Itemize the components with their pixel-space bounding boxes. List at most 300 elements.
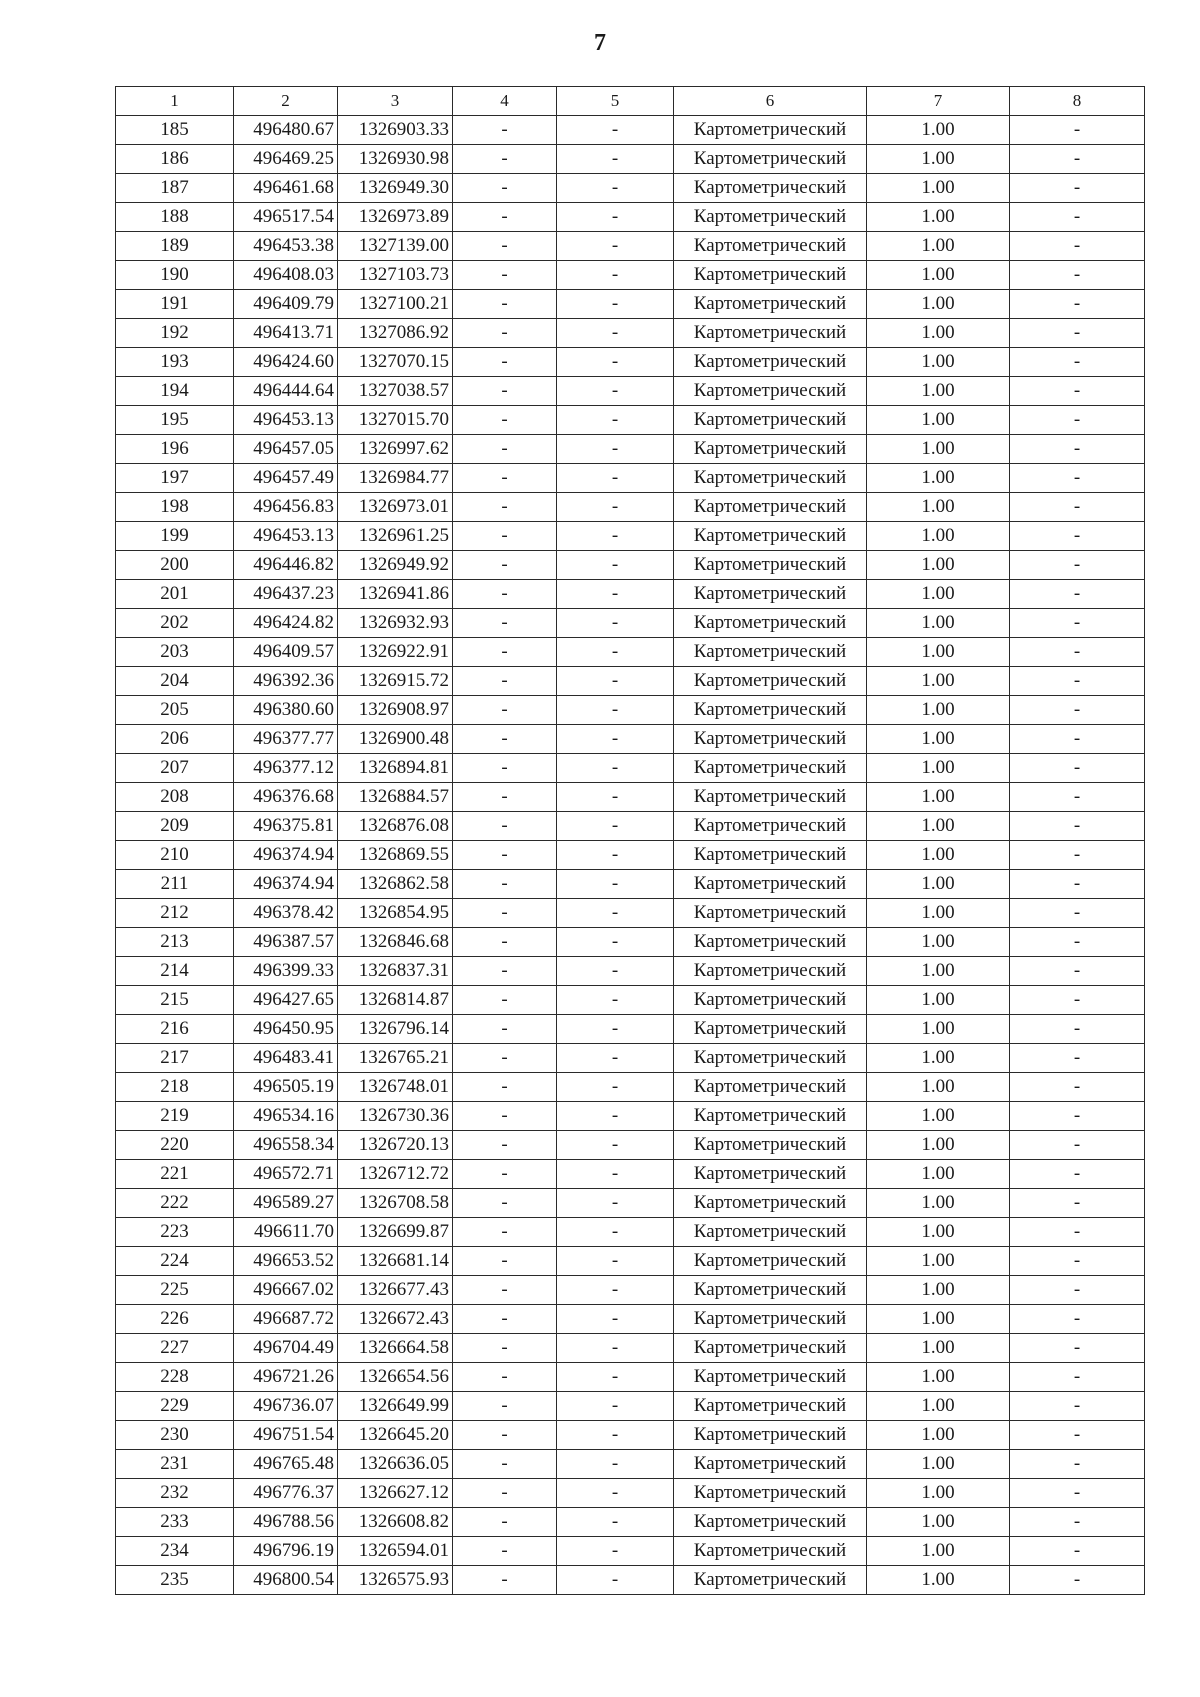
cell-method: Картометрический: [674, 116, 867, 145]
cell-point-number: 223: [116, 1218, 234, 1247]
cell-accuracy: 1.00: [867, 899, 1010, 928]
cell-col-8: -: [1010, 870, 1145, 899]
cell-col-8: -: [1010, 1276, 1145, 1305]
cell-y-coordinate: 1327100.21: [338, 290, 453, 319]
cell-col-5: -: [557, 899, 674, 928]
cell-col-5: -: [557, 551, 674, 580]
cell-col-4: -: [453, 957, 557, 986]
cell-col-5: -: [557, 1131, 674, 1160]
cell-col-5: -: [557, 1363, 674, 1392]
cell-accuracy: 1.00: [867, 1479, 1010, 1508]
cell-col-8: -: [1010, 754, 1145, 783]
cell-method: Картометрический: [674, 609, 867, 638]
cell-col-4: -: [453, 435, 557, 464]
cell-x-coordinate: 496424.82: [234, 609, 338, 638]
cell-col-5: -: [557, 1537, 674, 1566]
table-row: [116, 580, 1145, 609]
cell-x-coordinate: 496453.13: [234, 522, 338, 551]
header-cell-col-4: 4: [453, 87, 557, 116]
cell-col-8: -: [1010, 261, 1145, 290]
cell-col-5: -: [557, 1073, 674, 1102]
cell-col-8: -: [1010, 203, 1145, 232]
cell-x-coordinate: 496721.26: [234, 1363, 338, 1392]
cell-accuracy: 1.00: [867, 986, 1010, 1015]
cell-method: Картометрический: [674, 1508, 867, 1537]
cell-x-coordinate: 496446.82: [234, 551, 338, 580]
table-row: [116, 1450, 1145, 1479]
cell-method: Картометрический: [674, 841, 867, 870]
cell-x-coordinate: 496450.95: [234, 1015, 338, 1044]
table-row: [116, 1334, 1145, 1363]
cell-method: Картометрический: [674, 406, 867, 435]
cell-point-number: 200: [116, 551, 234, 580]
cell-accuracy: 1.00: [867, 1131, 1010, 1160]
cell-x-coordinate: 496788.56: [234, 1508, 338, 1537]
cell-col-5: -: [557, 435, 674, 464]
cell-point-number: 195: [116, 406, 234, 435]
cell-method: Картометрический: [674, 1073, 867, 1102]
cell-col-8: -: [1010, 1334, 1145, 1363]
cell-col-4: -: [453, 783, 557, 812]
cell-col-8: -: [1010, 493, 1145, 522]
cell-col-4: -: [453, 319, 557, 348]
cell-point-number: 229: [116, 1392, 234, 1421]
cell-method: Картометрический: [674, 870, 867, 899]
cell-col-8: -: [1010, 232, 1145, 261]
cell-y-coordinate: 1326973.01: [338, 493, 453, 522]
cell-y-coordinate: 1326681.14: [338, 1247, 453, 1276]
cell-x-coordinate: 496457.05: [234, 435, 338, 464]
cell-point-number: 194: [116, 377, 234, 406]
header-cell-col-5: 5: [557, 87, 674, 116]
cell-col-5: -: [557, 841, 674, 870]
cell-point-number: 207: [116, 754, 234, 783]
cell-x-coordinate: 496653.52: [234, 1247, 338, 1276]
cell-y-coordinate: 1326869.55: [338, 841, 453, 870]
cell-col-8: -: [1010, 348, 1145, 377]
cell-col-8: -: [1010, 957, 1145, 986]
cell-y-coordinate: 1326932.93: [338, 609, 453, 638]
cell-y-coordinate: 1326645.20: [338, 1421, 453, 1450]
cell-col-4: -: [453, 1189, 557, 1218]
cell-y-coordinate: 1326664.58: [338, 1334, 453, 1363]
cell-point-number: 214: [116, 957, 234, 986]
cell-accuracy: 1.00: [867, 290, 1010, 319]
cell-x-coordinate: 496457.49: [234, 464, 338, 493]
cell-y-coordinate: 1326854.95: [338, 899, 453, 928]
cell-method: Картометрический: [674, 1392, 867, 1421]
cell-col-8: -: [1010, 1450, 1145, 1479]
cell-point-number: 197: [116, 464, 234, 493]
cell-point-number: 187: [116, 174, 234, 203]
cell-x-coordinate: 496437.23: [234, 580, 338, 609]
cell-col-5: -: [557, 522, 674, 551]
cell-method: Картометрический: [674, 1102, 867, 1131]
cell-y-coordinate: 1326677.43: [338, 1276, 453, 1305]
cell-col-4: -: [453, 203, 557, 232]
cell-point-number: 190: [116, 261, 234, 290]
table-row: [116, 1073, 1145, 1102]
cell-x-coordinate: 496736.07: [234, 1392, 338, 1421]
cell-x-coordinate: 496409.57: [234, 638, 338, 667]
cell-col-4: -: [453, 1479, 557, 1508]
cell-method: Картометрический: [674, 1566, 867, 1595]
cell-y-coordinate: 1326922.91: [338, 638, 453, 667]
cell-accuracy: 1.00: [867, 261, 1010, 290]
cell-point-number: 234: [116, 1537, 234, 1566]
cell-col-5: -: [557, 1450, 674, 1479]
cell-method: Картометрический: [674, 232, 867, 261]
cell-accuracy: 1.00: [867, 174, 1010, 203]
table-row: [116, 174, 1145, 203]
cell-y-coordinate: 1327139.00: [338, 232, 453, 261]
cell-col-5: -: [557, 203, 674, 232]
cell-y-coordinate: 1326903.33: [338, 116, 453, 145]
cell-col-5: -: [557, 348, 674, 377]
cell-accuracy: 1.00: [867, 754, 1010, 783]
cell-x-coordinate: 496483.41: [234, 1044, 338, 1073]
cell-accuracy: 1.00: [867, 609, 1010, 638]
cell-point-number: 225: [116, 1276, 234, 1305]
cell-x-coordinate: 496461.68: [234, 174, 338, 203]
cell-method: Картометрический: [674, 725, 867, 754]
cell-y-coordinate: 1326984.77: [338, 464, 453, 493]
cell-x-coordinate: 496444.64: [234, 377, 338, 406]
table-row: [116, 1218, 1145, 1247]
cell-point-number: 186: [116, 145, 234, 174]
cell-col-4: -: [453, 1247, 557, 1276]
cell-col-4: -: [453, 1218, 557, 1247]
cell-col-5: -: [557, 754, 674, 783]
cell-col-8: -: [1010, 1421, 1145, 1450]
cell-col-8: -: [1010, 406, 1145, 435]
table-row: [116, 1305, 1145, 1334]
cell-col-8: -: [1010, 145, 1145, 174]
cell-col-8: -: [1010, 1073, 1145, 1102]
cell-col-4: -: [453, 1305, 557, 1334]
cell-col-5: -: [557, 1566, 674, 1595]
cell-col-5: -: [557, 1276, 674, 1305]
cell-accuracy: 1.00: [867, 377, 1010, 406]
cell-x-coordinate: 496375.81: [234, 812, 338, 841]
header-cell-point-number: 1: [116, 87, 234, 116]
table-row: [116, 783, 1145, 812]
cell-col-4: -: [453, 580, 557, 609]
cell-col-5: -: [557, 116, 674, 145]
cell-method: Картометрический: [674, 1247, 867, 1276]
cell-col-5: -: [557, 1015, 674, 1044]
cell-col-8: -: [1010, 783, 1145, 812]
cell-accuracy: 1.00: [867, 1334, 1010, 1363]
cell-accuracy: 1.00: [867, 203, 1010, 232]
cell-col-5: -: [557, 232, 674, 261]
table-row: [116, 609, 1145, 638]
table-row: [116, 1508, 1145, 1537]
cell-point-number: 228: [116, 1363, 234, 1392]
cell-point-number: 202: [116, 609, 234, 638]
cell-col-4: -: [453, 1421, 557, 1450]
cell-accuracy: 1.00: [867, 667, 1010, 696]
header-cell-accuracy: 7: [867, 87, 1010, 116]
cell-method: Картометрический: [674, 145, 867, 174]
cell-point-number: 235: [116, 1566, 234, 1595]
cell-point-number: 193: [116, 348, 234, 377]
cell-accuracy: 1.00: [867, 145, 1010, 174]
cell-y-coordinate: 1326672.43: [338, 1305, 453, 1334]
cell-accuracy: 1.00: [867, 1247, 1010, 1276]
cell-accuracy: 1.00: [867, 493, 1010, 522]
table-row: [116, 812, 1145, 841]
cell-col-8: -: [1010, 928, 1145, 957]
cell-col-5: -: [557, 1247, 674, 1276]
table-row: [116, 348, 1145, 377]
cell-point-number: 206: [116, 725, 234, 754]
coordinates-table: [115, 86, 1145, 1595]
cell-col-8: -: [1010, 174, 1145, 203]
cell-col-5: -: [557, 580, 674, 609]
cell-method: Картометрический: [674, 928, 867, 957]
cell-method: Картометрический: [674, 203, 867, 232]
cell-col-4: -: [453, 551, 557, 580]
cell-x-coordinate: 496408.03: [234, 261, 338, 290]
cell-col-5: -: [557, 1334, 674, 1363]
cell-x-coordinate: 496453.13: [234, 406, 338, 435]
cell-method: Картометрический: [674, 1479, 867, 1508]
cell-x-coordinate: 496572.71: [234, 1160, 338, 1189]
cell-accuracy: 1.00: [867, 928, 1010, 957]
cell-col-5: -: [557, 986, 674, 1015]
cell-method: Картометрический: [674, 957, 867, 986]
cell-point-number: 192: [116, 319, 234, 348]
cell-x-coordinate: 496765.48: [234, 1450, 338, 1479]
cell-x-coordinate: 496380.60: [234, 696, 338, 725]
cell-y-coordinate: 1326862.58: [338, 870, 453, 899]
cell-col-4: -: [453, 145, 557, 174]
cell-col-8: -: [1010, 841, 1145, 870]
cell-col-8: -: [1010, 435, 1145, 464]
cell-point-number: 216: [116, 1015, 234, 1044]
header-cell-y-coordinate: 3: [338, 87, 453, 116]
cell-col-8: -: [1010, 116, 1145, 145]
cell-col-4: -: [453, 522, 557, 551]
cell-accuracy: 1.00: [867, 435, 1010, 464]
table-row: [116, 232, 1145, 261]
cell-col-4: -: [453, 1131, 557, 1160]
cell-method: Картометрический: [674, 783, 867, 812]
cell-point-number: 215: [116, 986, 234, 1015]
cell-col-4: -: [453, 348, 557, 377]
cell-method: Картометрический: [674, 1537, 867, 1566]
cell-point-number: 199: [116, 522, 234, 551]
cell-accuracy: 1.00: [867, 1392, 1010, 1421]
cell-method: Картометрический: [674, 899, 867, 928]
cell-y-coordinate: 1326796.14: [338, 1015, 453, 1044]
cell-x-coordinate: 496377.12: [234, 754, 338, 783]
cell-method: Картометрический: [674, 348, 867, 377]
cell-point-number: 211: [116, 870, 234, 899]
cell-col-8: -: [1010, 1537, 1145, 1566]
cell-col-8: -: [1010, 1363, 1145, 1392]
cell-method: Картометрический: [674, 1421, 867, 1450]
cell-accuracy: 1.00: [867, 1160, 1010, 1189]
cell-point-number: 188: [116, 203, 234, 232]
cell-point-number: 233: [116, 1508, 234, 1537]
cell-point-number: 185: [116, 116, 234, 145]
cell-col-4: -: [453, 232, 557, 261]
cell-x-coordinate: 496505.19: [234, 1073, 338, 1102]
cell-accuracy: 1.00: [867, 464, 1010, 493]
cell-point-number: 209: [116, 812, 234, 841]
cell-col-4: -: [453, 1160, 557, 1189]
cell-x-coordinate: 496534.16: [234, 1102, 338, 1131]
cell-x-coordinate: 496374.94: [234, 870, 338, 899]
cell-accuracy: 1.00: [867, 1305, 1010, 1334]
cell-accuracy: 1.00: [867, 870, 1010, 899]
cell-y-coordinate: 1326915.72: [338, 667, 453, 696]
cell-y-coordinate: 1326608.82: [338, 1508, 453, 1537]
cell-method: Картометрический: [674, 493, 867, 522]
cell-accuracy: 1.00: [867, 783, 1010, 812]
cell-method: Картометрический: [674, 1450, 867, 1479]
cell-y-coordinate: 1326997.62: [338, 435, 453, 464]
cell-col-4: -: [453, 290, 557, 319]
table-row: [116, 290, 1145, 319]
cell-point-number: 219: [116, 1102, 234, 1131]
cell-col-5: -: [557, 1508, 674, 1537]
cell-method: Картометрический: [674, 580, 867, 609]
cell-accuracy: 1.00: [867, 696, 1010, 725]
cell-x-coordinate: 496480.67: [234, 116, 338, 145]
cell-col-4: -: [453, 1363, 557, 1392]
cell-x-coordinate: 496704.49: [234, 1334, 338, 1363]
cell-y-coordinate: 1326654.56: [338, 1363, 453, 1392]
cell-y-coordinate: 1326730.36: [338, 1102, 453, 1131]
cell-col-8: -: [1010, 522, 1145, 551]
cell-col-8: -: [1010, 1015, 1145, 1044]
cell-accuracy: 1.00: [867, 232, 1010, 261]
cell-y-coordinate: 1326941.86: [338, 580, 453, 609]
cell-accuracy: 1.00: [867, 1073, 1010, 1102]
cell-col-4: -: [453, 406, 557, 435]
cell-y-coordinate: 1326949.92: [338, 551, 453, 580]
cell-method: Картометрический: [674, 1334, 867, 1363]
cell-col-4: -: [453, 1044, 557, 1073]
cell-point-number: 213: [116, 928, 234, 957]
cell-col-8: -: [1010, 1508, 1145, 1537]
table-row: [116, 406, 1145, 435]
cell-col-5: -: [557, 464, 674, 493]
cell-col-4: -: [453, 1015, 557, 1044]
cell-point-number: 224: [116, 1247, 234, 1276]
cell-accuracy: 1.00: [867, 638, 1010, 667]
cell-col-4: -: [453, 754, 557, 783]
table-row: [116, 1421, 1145, 1450]
table-row: [116, 377, 1145, 406]
cell-col-8: -: [1010, 1479, 1145, 1508]
table-header: [116, 87, 1145, 116]
cell-col-8: -: [1010, 1189, 1145, 1218]
table-row: [116, 1479, 1145, 1508]
cell-accuracy: 1.00: [867, 522, 1010, 551]
cell-col-5: -: [557, 145, 674, 174]
cell-point-number: 204: [116, 667, 234, 696]
cell-y-coordinate: 1326627.12: [338, 1479, 453, 1508]
cell-method: Картометрический: [674, 290, 867, 319]
cell-method: Картометрический: [674, 1189, 867, 1218]
cell-col-5: -: [557, 1479, 674, 1508]
cell-col-5: -: [557, 1102, 674, 1131]
cell-accuracy: 1.00: [867, 1421, 1010, 1450]
cell-col-4: -: [453, 1276, 557, 1305]
cell-accuracy: 1.00: [867, 551, 1010, 580]
cell-col-5: -: [557, 870, 674, 899]
cell-col-5: -: [557, 174, 674, 203]
cell-x-coordinate: 496387.57: [234, 928, 338, 957]
cell-method: Картометрический: [674, 1044, 867, 1073]
cell-y-coordinate: 1326594.01: [338, 1537, 453, 1566]
cell-col-5: -: [557, 1160, 674, 1189]
cell-x-coordinate: 496517.54: [234, 203, 338, 232]
cell-accuracy: 1.00: [867, 1508, 1010, 1537]
table-row: [116, 1566, 1145, 1595]
cell-col-4: -: [453, 261, 557, 290]
cell-col-8: -: [1010, 638, 1145, 667]
table-row: [116, 870, 1145, 899]
cell-method: Картометрический: [674, 667, 867, 696]
cell-col-8: -: [1010, 1247, 1145, 1276]
cell-col-4: -: [453, 812, 557, 841]
table-row: [116, 1537, 1145, 1566]
cell-x-coordinate: 496378.42: [234, 899, 338, 928]
cell-y-coordinate: 1327038.57: [338, 377, 453, 406]
table-row: [116, 319, 1145, 348]
cell-accuracy: 1.00: [867, 1015, 1010, 1044]
cell-method: Картометрический: [674, 812, 867, 841]
cell-accuracy: 1.00: [867, 957, 1010, 986]
cell-col-5: -: [557, 1218, 674, 1247]
cell-method: Картометрический: [674, 638, 867, 667]
cell-accuracy: 1.00: [867, 1537, 1010, 1566]
cell-x-coordinate: 496687.72: [234, 1305, 338, 1334]
cell-y-coordinate: 1326708.58: [338, 1189, 453, 1218]
cell-method: Картометрический: [674, 319, 867, 348]
cell-point-number: 212: [116, 899, 234, 928]
cell-col-4: -: [453, 1102, 557, 1131]
header-row: [116, 87, 1145, 116]
header-cell-x-coordinate: 2: [234, 87, 338, 116]
cell-col-4: -: [453, 493, 557, 522]
cell-accuracy: 1.00: [867, 348, 1010, 377]
cell-y-coordinate: 1326575.93: [338, 1566, 453, 1595]
cell-y-coordinate: 1326876.08: [338, 812, 453, 841]
cell-y-coordinate: 1326900.48: [338, 725, 453, 754]
cell-point-number: 222: [116, 1189, 234, 1218]
cell-point-number: 220: [116, 1131, 234, 1160]
cell-method: Картометрический: [674, 174, 867, 203]
cell-method: Картометрический: [674, 986, 867, 1015]
cell-y-coordinate: 1326814.87: [338, 986, 453, 1015]
cell-method: Картометрический: [674, 522, 867, 551]
cell-col-5: -: [557, 957, 674, 986]
cell-col-5: -: [557, 261, 674, 290]
cell-col-4: -: [453, 1392, 557, 1421]
cell-y-coordinate: 1326846.68: [338, 928, 453, 957]
cell-x-coordinate: 496667.02: [234, 1276, 338, 1305]
table-row: [116, 696, 1145, 725]
cell-col-8: -: [1010, 1305, 1145, 1334]
cell-col-4: -: [453, 1566, 557, 1595]
cell-col-8: -: [1010, 899, 1145, 928]
